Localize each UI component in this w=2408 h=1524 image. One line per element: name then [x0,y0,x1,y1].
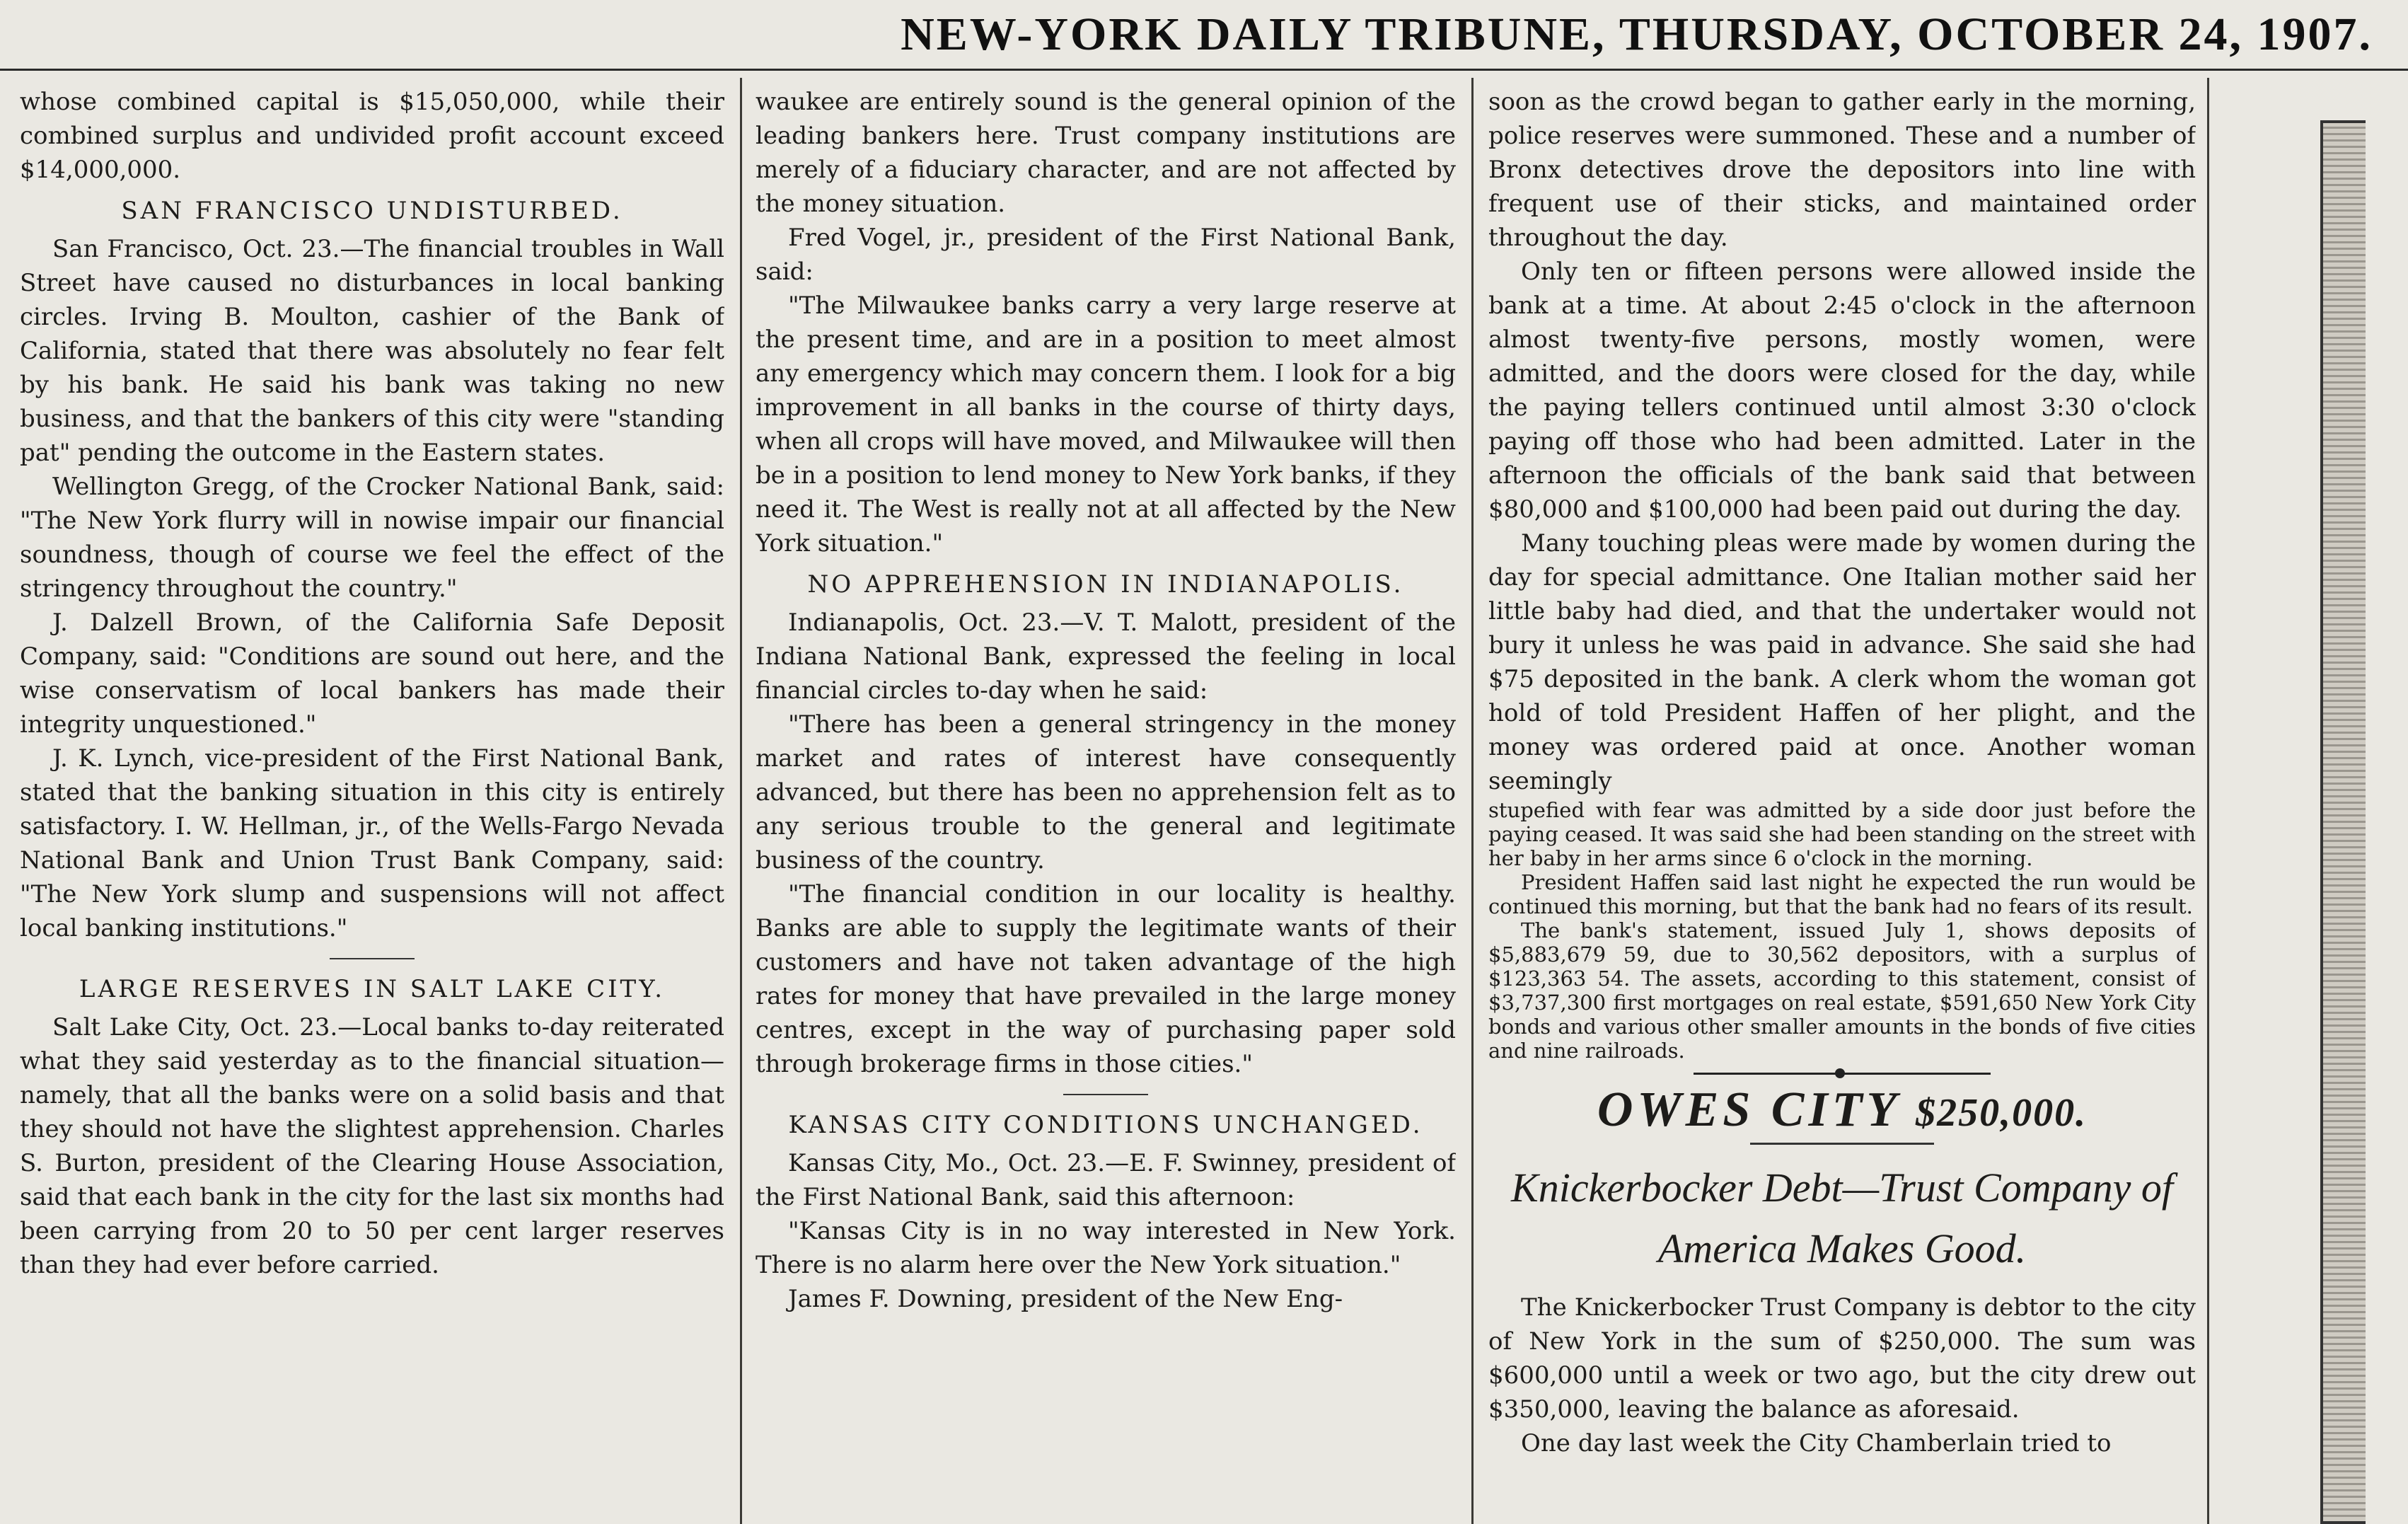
section-heading-salt-lake: LARGE RESERVES IN SALT LAKE CITY. [79,975,666,1003]
paragraph: Only ten or fifteen persons were allowed inside the bank at a time. At about 2:45 o'clock in the afternoon almost twenty-five persons, mostly women, were admitted, and the doors were closed for the day, while the paying tellers continued until almost 3:30 o'clock paying off those who had been admitted. Later in the afternoon the officials of the bank said that between $80,000 and $100,000 had been paid out during the day. [1488,258,2196,524]
paragraph: President Haffen said last night he expected the run would be continued this morning, but that the bank had no fears of its result. [1488,870,2196,918]
paragraph: San Francisco, Oct. 23.—The financial troubles in Wall Street have caused no disturbances in local banking circles. Irving B. Moulton, cashier of the Bank of California, stated that there was absolutely no fear felt by his bank. He said his bank was taking no new business, and that the bankers of this city were "standing pat" pending the outcome in the Eastern states. [20,235,724,467]
headline [1488,1083,2196,1137]
paragraph: "The Milwaukee banks carry a very large reserve at the present time, and are in a position to meet almost any emergency which may concern them. I look for a big improvement in all banks in the course of thirty days, when all crops will have moved, and Milwaukee will then be in a position to lend money to New York banks, if they need it. The West is really not at all affected by the New York situation." [756,291,1456,558]
ornament-divider [1694,1073,1991,1075]
paragraph: Many touching pleas were made by women during the day for special admittance. One Italian mother said her little baby had died, and that the undertaker would not bury it unless he was paid in advance. She said she had $75 deposited in the bank. A clerk whom the woman got hold of told President Haffen of her plight, and the money was ordered paid at once. Another woman seemingly [1488,529,2196,795]
paragraph: "There has been a general stringency in the money market and rates of interest have consequently advanced, but there has been no apprehension felt as to any serious trouble to the general and legitimate business of the country. [756,710,1456,874]
paragraph: "Kansas City is in no way interested in New York. There is no alarm here over the New York situation." [756,1217,1456,1279]
paragraph: "The financial condition in our locality is healthy. Banks are able to supply the legitimate wants of their customers and have not taken advantage of the high rates for money that have prevailed in the large money centres, except in the way of purchasing paper sold through brokerage firms in those cities." [756,880,1456,1078]
paragraph: waukee are entirely sound is the general opinion of the leading bankers here. Trust company institutions are merely of a fiduciary character, and are not affected by the money situation. [756,88,1456,218]
column-3 [1488,85,2196,1524]
paragraph: One day last week the City Chamberlain tried to [1521,1429,2112,1457]
divider [1063,1094,1148,1095]
section-heading-indianapolis: NO APPREHENSION IN INDIANAPOLIS. [807,570,1404,599]
section-heading-san-francisco: SAN FRANCISCO UNDISTURBED. [121,197,623,225]
column-rule [740,78,742,1524]
paragraph: The bank's statement, issued July 1, shows deposits of $5,883,679 59, due to 30,562 depositors, with a surplus of $123,363 54. The assets, according to this statement, consist of $3,737,300 first mortgages on real estate, $591,650 New York City bonds and various other smaller amounts in the bonds of five cities and nine railroads. [1488,918,2196,1063]
paragraph: Indianapolis, Oct. 23.—V. T. Malott, president of the Indiana National Bank, expressed the feeling in local financial circles to-day when he said: [756,608,1456,705]
paragraph: Fred Vogel, jr., president of the First National Bank, said: [756,224,1456,286]
headline-amount: $250,000. [1916,1091,2088,1135]
subheadline: Knickerbocker Debt—Trust Company of America Makes Good. [1511,1165,2173,1271]
paragraph: J. K. Lynch, vice-president of the First National Bank, stated that the banking situation in this city is entirely satisfactory. I. W. Hellman, jr., of the Wells-Fargo Nevada National Bank and Union Trust Bank Company, said: "The New York slump and suspensions will not affect local banking institutions." [20,744,724,942]
column-1 [20,85,724,1524]
column-2 [756,85,1456,1524]
paragraph: stupefied with fear was admitted by a side door just before the paying ceased. It was said she had been standing on the street with her baby in her arms since 6 o'clock in the morning. [1488,798,2196,870]
paragraph: whose combined capital is $15,050,000, while their combined surplus and undivided profit account exceed $14,000,000. [20,88,724,184]
paragraph: The Knickerbocker Trust Company is debtor to the city of New York in the sum of $250,000. The sum was $600,000 until a week or two ago, but the city drew out $350,000, leaving the balance as aforesaid. [1488,1293,2196,1424]
divider [1750,1143,1934,1145]
column-rule [1471,78,1474,1524]
section-heading-kansas-city: KANSAS CITY CONDITIONS UNCHANGED. [788,1111,1423,1139]
paragraph: Salt Lake City, Oct. 23.—Local banks to-day reiterated what they said yesterday as to the financial situation—namely, that all the banks were on a solid basis and that they should not have the slightest apprehension. Charles S. Burton, president of the Clearing House Association, said that each bank in the city for the last six months had been carrying from 20 to 50 per cent larger reserves than they had ever before carried. [20,1013,724,1279]
paragraph: soon as the crowd began to gather early in the morning, police reserves were summoned. These and a number of Bronx detectives drove the depositors into line with frequent use of their sticks, and maintained order throughout the day. [1488,88,2196,252]
masthead-title: NEW-YORK DAILY TRIBUNE, THURSDAY, OCTOBER 24, 1907. [901,8,2373,60]
paragraph: James F. Downing, president of the New Eng- [788,1285,1343,1313]
column-rule [2207,78,2209,1524]
divider [330,958,415,959]
paragraph: Kansas City, Mo., Oct. 23.—E. F. Swinney, president of the First National Bank, said this afternoon: [756,1149,1456,1211]
page-edge-border [2320,120,2366,1524]
paragraph: J. Dalzell Brown, of the California Safe Deposit Company, said: "Conditions are sound out here, and the wise conservatism of local bankers has made their integrity unquestioned." [20,608,724,739]
headline-main: OWES CITY [1597,1083,1899,1137]
masthead [0,0,2408,71]
paragraph: Wellington Gregg, of the Crocker National Bank, said: "The New York flurry will in nowise impair our financial soundness, though of course we feel the effect of the stringency throughout the country." [20,473,724,603]
